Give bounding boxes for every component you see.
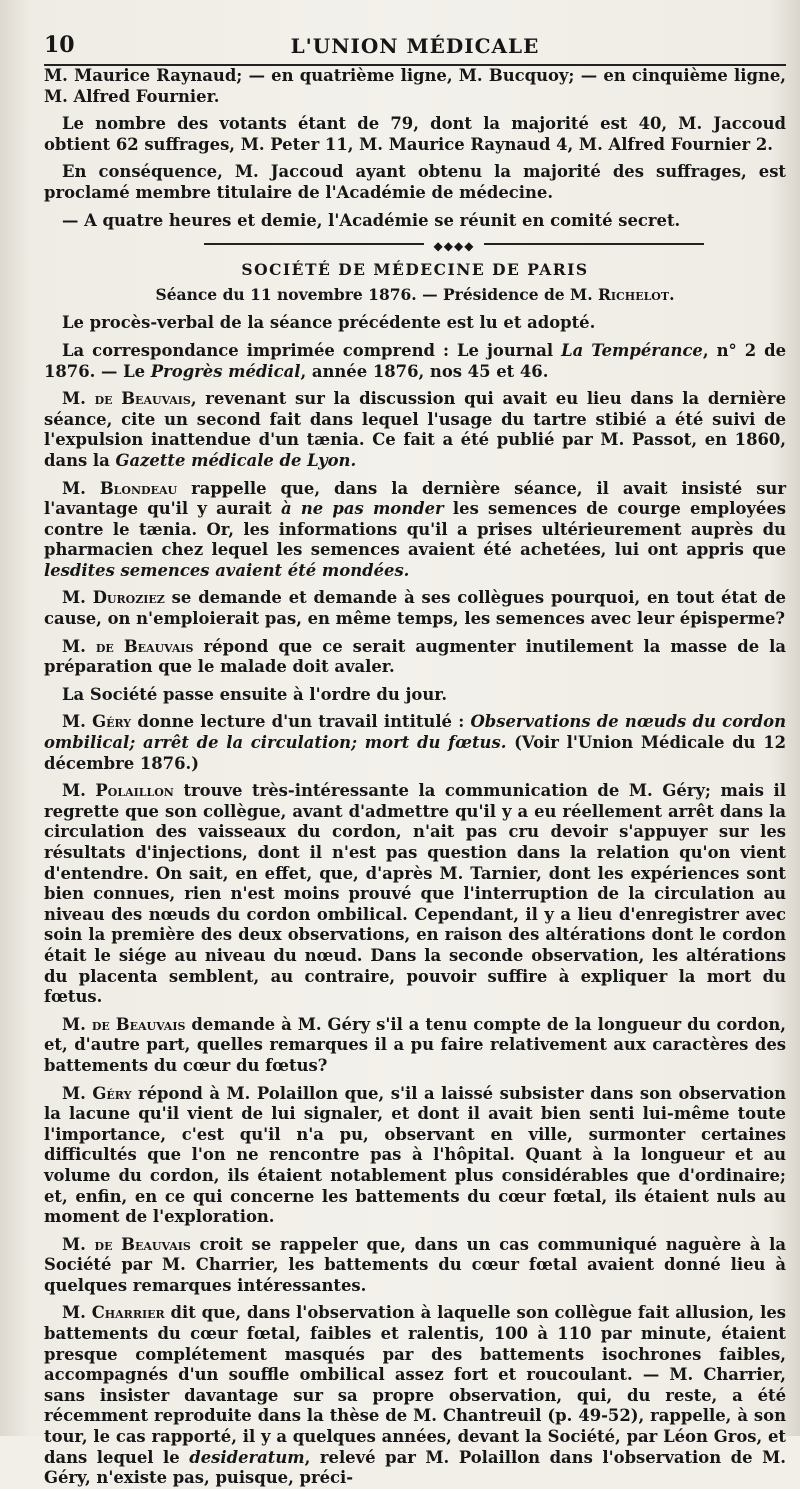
divider-line-left xyxy=(204,243,424,245)
text-run: donne lecture d'un travail intitulé : xyxy=(131,712,471,732)
divider-line-right xyxy=(484,243,704,245)
text-run: , n° 2 de 1876. — Le xyxy=(44,340,786,381)
text-run: (Voir l'Union Médicale du 12 décembre 1876.) xyxy=(44,733,787,773)
text-run: répond à M. Polaillon que, s'il a laissé subsister dans son observation la lacune qu'il vient de lui signaler, et dont il avait bien senti lui-même toute l'importance, c'est qu'il n'a pu, observant en ville, surmonter certaines difficultés que l'on ne rencontre pas à l'hôpital. Quant à la longueur et au volume du cordon, ils étaient notablement plus considérables que d'ordinaire; et, enfin, en ce qui concerne les battements du cœur fœtal, ils étaient nuls au moment de l'exploration. xyxy=(44,1083,786,1227)
divider-ornament: ◆◆◆◆ xyxy=(433,239,475,254)
beauvais-paragraph-4 xyxy=(44,1235,786,1297)
closing-paragraph: — A quatre heures et demie, l'Académie se réunit en comité secret. xyxy=(62,210,681,230)
speaker-name: M. de Beauvais xyxy=(62,389,191,409)
beauvais-paragraph-1 xyxy=(44,389,786,471)
page-number: 10 xyxy=(44,32,75,58)
speaker-name: M. Blondeau xyxy=(62,478,178,498)
emphasis-text: à ne pas monder xyxy=(280,499,444,519)
blondeau-paragraph xyxy=(44,479,786,582)
text-run: demande à M. Géry s'il a tenu compte de la longueur du cordon, et, d'autre part, quelles remarques il a pu faire relativement aux caractères des battements du cœur du fœtus? xyxy=(44,1014,787,1075)
text-run: trouve très-intéressante la communication de M. Géry; mais il regrette que son collègue, avant d'admettre qu'il y a eu réellement arrêt dans la circulation des vaisseaux du cordon, n'ait pas cru devoir s'appuyer sur les résultats d'injections, dont il n'est pas question dans la relation qu'on vient d'entendre. On sait, en effet, que, d'après M. Tarnier, dont les expériences sont bien connues, rien n'est moins prouvé que l'interruption de la circulation au niveau des nœuds du cordon ombilical. Cependant, il y a lieu d'enregistrer avec soin la première des deux observations, en raison des altérations dont le cordon était le siége au niveau du nœud. Dans la seconde observation, les altérations du placenta semblent, au contraire, pouvoir suffire à expliquer la mort du fœtus. xyxy=(44,781,787,1007)
speaker-name: M. de Beauvais xyxy=(62,1014,186,1034)
speaker-name: M. Géry xyxy=(62,712,132,732)
text-run: , année 1876, nos 45 et 46. xyxy=(300,361,549,381)
text-run: croit se rappeler que, dans un cas communiqué naguère à la Société par M. Charrier, les battements du cœur fœtal avaient donné lieu à quelques remarques intéressantes. xyxy=(44,1234,787,1295)
gery-paragraph-2 xyxy=(44,1084,786,1228)
journal-title: Progrès médical xyxy=(150,361,301,381)
session-line xyxy=(44,285,786,306)
speaker-name: M. Polaillon xyxy=(62,781,174,801)
text-run: , revenant sur la discussion qui avait eu lieu dans la dernière séance, cite un second fait dans lequel l'usage du tartre stibié a été suivi de l'expulsion inattendue d'un tænia. Ce fait a été publié par M. Passot, en 1860, dans la xyxy=(44,389,786,470)
academie-continuation-paragraph: M. Maurice Raynaud; — en quatrième ligne, M. Bucquoy; — en cinquième ligne, M. Alfred Fournier. xyxy=(44,66,786,106)
journal-title: La Tempérance xyxy=(561,340,703,360)
speaker-name: M. Charrier xyxy=(62,1303,165,1323)
text-run: se demande et demande à ses collègues pourquoi, en tout état de cause, on n'emploierait pas, en même temps, les semences avec leur épisperme? xyxy=(44,588,786,629)
text-run: les semences de courge employées contre le tænia. Or, les informations qu'il a prises ultérieurement auprès du pharmacien chez lequel les semences avaient été achetées, lui ont appris que xyxy=(44,499,787,560)
text-run: dit que, dans l'observation à laquelle son collègue fait allusion, les battements du cœur fœtal, faibles et ralentis, 100 à 110 par minute, étaient presque complétement masqués par des battements isochrones faibles, accompagnés d'un souffle ombilical assez fort et roucoulant. — M. Charrier, sans insister davantage sur sa propre observation, qui, du reste, a été récemment reproduite dans la thèse de M. Chantreuil (p. 49-52), rappelle, à son tour, le cas rapporté, il y a quelques années, devant la Société, par Léon Gros, et dans lequel le xyxy=(44,1303,786,1467)
running-title: L'UNION MÉDICALE xyxy=(290,34,540,58)
correspondence-paragraph xyxy=(44,341,786,382)
votes-paragraph: Le nombre des votants étant de 79, dont la majorité est 40, M. Jaccoud obtient 62 suffrages, M. Peter 11, M. Maurice Raynaud 4, M. Alfred Fournier 2. xyxy=(44,114,786,154)
session-prefix: Séance du 11 novembre 1876. — Présidence de M. xyxy=(155,284,599,304)
polaillon-paragraph xyxy=(44,781,786,1008)
speaker-name: M. de Beauvais xyxy=(62,1234,191,1254)
gery-paragraph-1 xyxy=(44,712,786,774)
election-result-paragraph: En conséquence, M. Jaccoud ayant obtenu la majorité des suffrages, est proclamé membre titulaire de l'Académie de médecine. xyxy=(44,162,786,202)
session-president: Richelot. xyxy=(598,284,675,304)
speaker-name: M. Duroziez xyxy=(62,588,165,608)
text-run: répond que ce serait augmenter inutilement la masse de la préparation que le malade doit avaler. xyxy=(44,636,787,677)
text-run: La correspondance imprimée comprend : Le journal xyxy=(62,340,562,360)
work-title: Observations de nœuds du cordon ombilical; arrêt de la circulation; mort du fœtus. xyxy=(44,712,786,753)
emphasis-text: lesdites semences avaient été mondées. xyxy=(44,560,410,580)
page-content xyxy=(44,66,786,1489)
publication-title: Gazette médicale de Lyon. xyxy=(115,450,357,470)
beauvais-paragraph-3 xyxy=(44,1015,786,1077)
latin-term: desideratum xyxy=(189,1447,305,1467)
duroziez-paragraph xyxy=(44,588,786,629)
section-divider xyxy=(44,238,786,254)
charrier-paragraph xyxy=(44,1303,786,1488)
text-run: , relevé par M. Polaillon dans l'observation de M. Géry, n'existe pas, puisque, préci- xyxy=(44,1447,786,1488)
minutes-paragraph: Le procès-verbal de la séance précédente est lu et adopté. xyxy=(62,313,596,333)
beauvais-paragraph-2 xyxy=(44,637,786,678)
speaker-name: M. de Beauvais xyxy=(62,636,194,656)
section-title: SOCIÉTÉ DE MÉDECINE DE PARIS xyxy=(241,260,589,280)
page-header xyxy=(44,30,786,66)
text-run: rappelle que, dans la dernière séance, il avait insisté sur l'avantage qu'il y aurait xyxy=(44,478,786,519)
order-of-day-paragraph: La Société passe ensuite à l'ordre du jour. xyxy=(62,684,448,704)
speaker-name: M. Géry xyxy=(62,1083,132,1103)
